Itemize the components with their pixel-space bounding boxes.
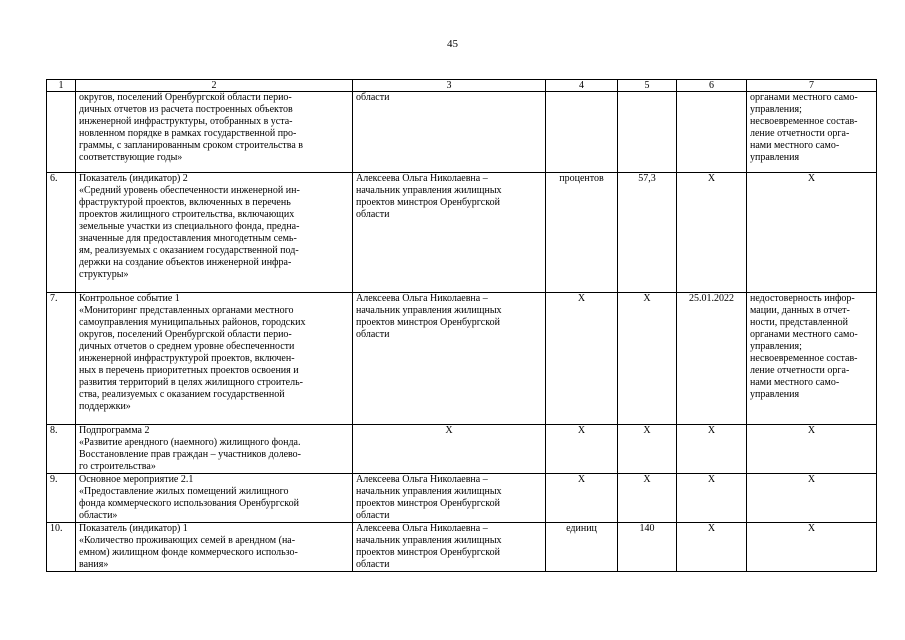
name-line: го строительства»: [79, 461, 156, 472]
name-line: структуры»: [79, 269, 129, 280]
name-line: Восстановление прав граждан – участников долево-: [79, 449, 301, 460]
value-cell: [618, 92, 677, 173]
name-line: дичных отчетов из расчета построенных объектов: [79, 104, 293, 115]
risk-cell: [747, 92, 877, 173]
responsible-line: начальник управления жилищных: [356, 185, 502, 196]
name-line: области»: [79, 510, 118, 521]
name-line: граммы, с запланированным сроком строительства в: [79, 140, 303, 151]
unit-cell: единиц: [546, 523, 618, 572]
risk-line: органами местного само-: [750, 329, 858, 340]
value-cell: 140: [618, 523, 677, 572]
name-line: Основное мероприятие 2.1: [79, 474, 194, 485]
name-line: инженерной инфраструктуры, отобранных в уста-: [79, 116, 293, 127]
date-cell: [677, 92, 747, 173]
item-name-cell: [76, 92, 353, 173]
column-number-4: 4: [546, 80, 618, 92]
risk-line: X: [807, 173, 816, 184]
value-cell: X: [618, 293, 677, 425]
date-cell: X: [677, 173, 747, 293]
name-line: Контрольное событие 1: [79, 293, 180, 304]
risk-line: X: [807, 474, 816, 485]
risk-line: управления;: [750, 104, 802, 115]
column-number-2: 2: [76, 80, 353, 92]
name-line: держки на создание объектов инженерной инфра-: [79, 257, 292, 268]
table-row: [47, 92, 877, 173]
name-line: емном) жилищном фонде коммерческого использо-: [79, 547, 298, 558]
table-row: [47, 293, 877, 425]
risk-cell: [747, 293, 877, 425]
date-cell: X: [677, 474, 747, 523]
responsible-line: Алексеева Ольга Николаевна –: [356, 474, 488, 485]
risk-line: нами местного само-: [750, 377, 840, 388]
row-number-cell: 10.: [47, 523, 76, 572]
responsible-line: области: [356, 92, 390, 103]
name-line: ям, реализуемых с оказанием государственной под-: [79, 245, 299, 256]
column-number-row: [47, 80, 877, 92]
responsible-cell: [353, 425, 546, 474]
value-cell: X: [618, 425, 677, 474]
date-cell: 25.01.2022: [677, 293, 747, 425]
name-line: «Средний уровень обеспеченности инженерной ин-: [79, 185, 300, 196]
risk-cell: [747, 173, 877, 293]
responsible-cell: [353, 474, 546, 523]
risk-line: управления;: [750, 341, 802, 352]
name-line: округов, поселений Оренбургской области перио-: [79, 92, 292, 103]
date-cell: X: [677, 523, 747, 572]
risk-cell: [747, 523, 877, 572]
name-line: самоуправления муниципальных районов, городских: [79, 317, 306, 328]
table-row: [47, 173, 877, 293]
name-line: округов, поселений Оренбургской области перио-: [79, 329, 292, 340]
unit-cell: X: [546, 293, 618, 425]
responsible-line: проектов минстроя Оренбургской: [356, 197, 500, 208]
name-line: проектов жилищного строительства, включающих: [79, 209, 295, 220]
risk-cell: [747, 474, 877, 523]
responsible-line: Алексеева Ольга Николаевна –: [356, 293, 488, 304]
row-number-cell: 6.: [47, 173, 76, 293]
item-name-cell: [76, 474, 353, 523]
risk-line: несвоевременное состав-: [750, 353, 858, 364]
risk-line: X: [807, 523, 816, 534]
name-line: развития территорий в целях жилищного строитель-: [79, 377, 303, 388]
name-line: вания»: [79, 559, 109, 570]
column-number-5: 5: [618, 80, 677, 92]
risk-line: ности, представленной: [750, 317, 848, 328]
column-number-3: 3: [353, 80, 546, 92]
responsible-cell: [353, 173, 546, 293]
risk-line: нами местного само-: [750, 140, 840, 151]
page-number: 45: [447, 38, 458, 50]
risk-line: мации, данных в отчет-: [750, 305, 850, 316]
unit-cell: X: [546, 425, 618, 474]
table-row: [47, 425, 877, 474]
responsible-line: начальник управления жилищных: [356, 305, 502, 316]
risk-line: ление отчетности орга-: [750, 365, 850, 376]
column-number-7: 7: [747, 80, 877, 92]
responsible-line: области: [356, 510, 390, 521]
responsible-line: области: [356, 329, 390, 340]
name-line: инженерной инфраструктурой проектов, включен-: [79, 353, 295, 364]
unit-cell: X: [546, 474, 618, 523]
responsible-line: начальник управления жилищных: [356, 535, 502, 546]
row-number-cell: 8.: [47, 425, 76, 474]
name-line: «Развитие арендного (наемного) жилищного фонда.: [79, 437, 301, 448]
name-line: новленном порядке в рамках государственной про-: [79, 128, 297, 139]
responsible-line: области: [356, 559, 390, 570]
name-line: Показатель (индикатор) 2: [79, 173, 188, 184]
name-line: «Мониторинг представленных органами местного: [79, 305, 294, 316]
name-line: Подпрограмма 2: [79, 425, 150, 436]
name-line: «Предоставление жилых помещений жилищного: [79, 486, 289, 497]
responsible-line: Алексеева Ольга Николаевна –: [356, 523, 488, 534]
risk-line: управления: [750, 389, 800, 400]
responsible-line: области: [356, 209, 390, 220]
responsible-line: проектов минстроя Оренбургской: [356, 498, 500, 509]
responsible-cell: [353, 92, 546, 173]
responsible-cell: [353, 293, 546, 425]
row-number-cell: 9.: [47, 474, 76, 523]
name-line: дичных отчетов о среднем уровне обеспеченности: [79, 341, 295, 352]
program-table: [46, 79, 877, 572]
item-name-cell: [76, 425, 353, 474]
item-name-cell: [76, 293, 353, 425]
responsible-line: проектов минстроя Оренбургской: [356, 317, 500, 328]
unit-cell: [546, 92, 618, 173]
name-line: поддержки»: [79, 401, 131, 412]
item-name-cell: [76, 173, 353, 293]
column-number-1: 1: [47, 80, 76, 92]
risk-cell: [747, 425, 877, 474]
risk-line: несвоевременное состав-: [750, 116, 858, 127]
table-row: [47, 474, 877, 523]
name-line: Показатель (индикатор) 1: [79, 523, 188, 534]
name-line: значенные для предоставления многодетным семь-: [79, 233, 297, 244]
risk-line: X: [807, 425, 816, 436]
item-name-cell: [76, 523, 353, 572]
name-line: ных в перечень приоритетных проектов освоения и: [79, 365, 299, 376]
risk-line: управления: [750, 152, 800, 163]
responsible-line: проектов минстроя Оренбургской: [356, 547, 500, 558]
responsible-cell: [353, 523, 546, 572]
value-cell: 57,3: [618, 173, 677, 293]
name-line: «Количество проживающих семей в арендном (на-: [79, 535, 296, 546]
responsible-line: Алексеева Ольга Николаевна –: [356, 173, 488, 184]
name-line: земельные участки из специального фонда, предна-: [79, 221, 300, 232]
column-number-6: 6: [677, 80, 747, 92]
date-cell: X: [677, 425, 747, 474]
unit-cell: процентов: [546, 173, 618, 293]
responsible-line: начальник управления жилищных: [356, 486, 502, 497]
name-line: фраструктурой проектов, включенных в перечень: [79, 197, 291, 208]
name-line: фонда коммерческого использования Оренбургской: [79, 498, 299, 509]
name-line: ства, реализуемых с оказанием государственной: [79, 389, 285, 400]
row-number-cell: 7.: [47, 293, 76, 425]
risk-line: ление отчетности орга-: [750, 128, 850, 139]
table-row: [47, 523, 877, 572]
name-line: соответствующие годы»: [79, 152, 183, 163]
row-number-cell: [47, 92, 76, 173]
risk-line: недостоверность инфор-: [750, 293, 855, 304]
value-cell: X: [618, 474, 677, 523]
responsible-line: X: [445, 425, 453, 436]
risk-line: органами местного само-: [750, 92, 858, 103]
